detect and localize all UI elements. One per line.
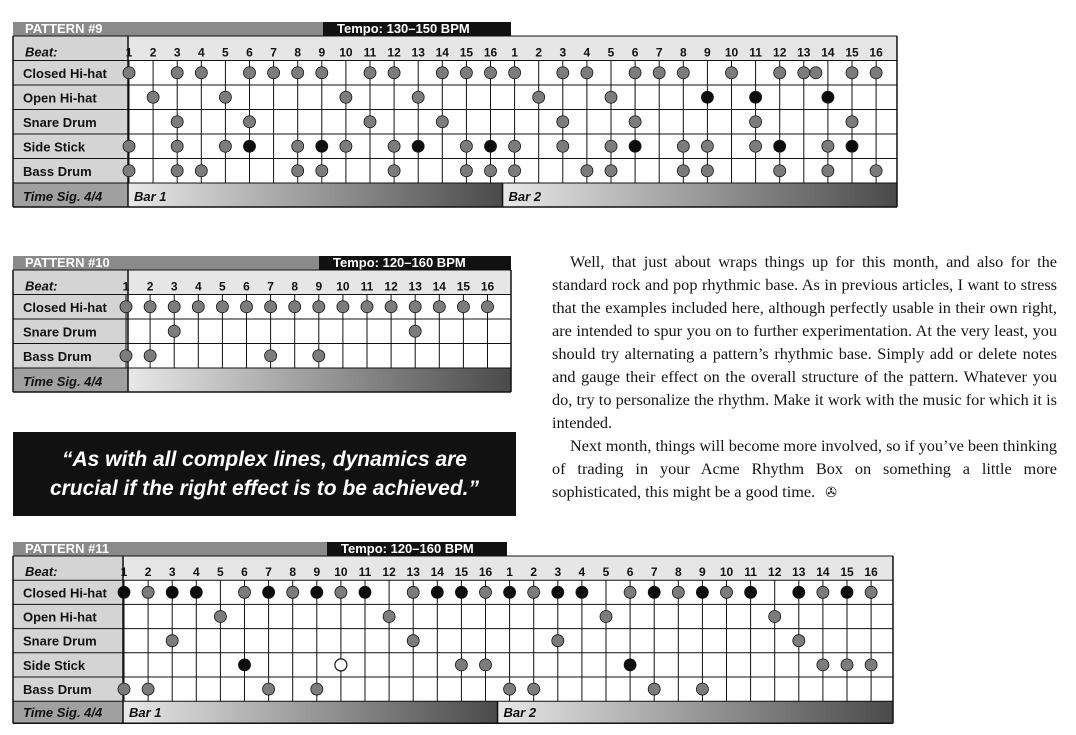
note-dot <box>216 301 228 313</box>
article-paragraph-2-text: Next month, things will become more involved, so if you’ve been thinking of trading in your Acme Rhythm Box on something a little more sophisticated, this might be a good time. <box>552 436 1057 501</box>
instrument-label: Closed Hi-hat <box>23 585 107 601</box>
note-dot <box>335 659 347 671</box>
note-dot <box>239 659 251 671</box>
beat-number: 13 <box>406 565 420 580</box>
note-dot <box>629 67 641 79</box>
note-dot <box>120 350 132 362</box>
note-dot <box>460 140 472 152</box>
note-dot <box>263 683 275 695</box>
note-dot <box>557 116 569 128</box>
note-dot <box>485 165 497 177</box>
note-dot <box>769 611 781 623</box>
beat-number: 3 <box>554 565 562 580</box>
instrument-label: Closed Hi-hat <box>23 65 107 81</box>
note-dot <box>793 586 805 598</box>
beat-number: 1 <box>122 279 130 294</box>
beat-number: 15 <box>456 279 471 294</box>
note-dot <box>605 91 617 103</box>
beat-number: 4 <box>192 565 200 580</box>
note-dot <box>822 91 834 103</box>
bar-2-label: Bar 2 <box>508 189 542 204</box>
note-dot <box>653 67 665 79</box>
note-dot <box>316 165 328 177</box>
pull-quote <box>13 432 516 516</box>
note-dot <box>460 165 472 177</box>
note-dot <box>624 659 636 671</box>
beat-number: 16 <box>478 565 493 580</box>
beat-number: 8 <box>289 565 297 580</box>
instrument-label: Side Stick <box>23 657 86 673</box>
note-dot <box>361 301 373 313</box>
note-dot <box>436 67 448 79</box>
instrument-label: Side Stick <box>23 139 86 155</box>
note-dot <box>774 140 786 152</box>
note-dot <box>335 586 347 598</box>
time-signature-label: Time Sig. 4/4 <box>23 374 103 389</box>
pattern-title: PATTERN #9 <box>25 21 103 36</box>
beat-number: 12 <box>768 565 782 580</box>
beat-number: 14 <box>432 279 446 294</box>
beat-number: 10 <box>724 45 739 60</box>
note-dot <box>311 683 323 695</box>
note-dot <box>244 116 256 128</box>
note-dot <box>629 116 641 128</box>
end-of-article-icon: ✇ <box>825 485 837 501</box>
beat-number: 3 <box>173 45 181 60</box>
note-dot <box>750 140 762 152</box>
note-dot <box>846 67 858 79</box>
note-dot <box>340 140 352 152</box>
note-dot <box>292 165 304 177</box>
note-dot <box>168 301 180 313</box>
note-dot <box>721 586 733 598</box>
note-dot <box>485 67 497 79</box>
beat-number: 4 <box>578 565 586 580</box>
beat-number: 2 <box>535 45 543 60</box>
beat-number: 6 <box>241 565 248 580</box>
note-dot <box>171 165 183 177</box>
beat-label: Beat: <box>25 44 58 60</box>
note-dot <box>810 67 822 79</box>
instrument-label: Open Hi-hat <box>23 609 97 625</box>
pattern-9-grid <box>13 22 898 208</box>
beat-number: 13 <box>797 45 811 60</box>
note-dot <box>846 140 858 152</box>
note-dot <box>292 67 304 79</box>
beat-number: 10 <box>719 565 734 580</box>
note-dot <box>576 586 588 598</box>
note-dot <box>388 165 400 177</box>
note-dot <box>244 140 256 152</box>
note-dot <box>846 116 858 128</box>
note-dot <box>509 140 521 152</box>
beat-number: 1 <box>511 45 518 60</box>
beat-number: 11 <box>363 45 377 60</box>
note-dot <box>244 67 256 79</box>
note-dot <box>316 140 328 152</box>
note-dot <box>433 301 445 313</box>
beat-number: 10 <box>339 45 353 60</box>
pattern-tempo: Tempo: 120–160 BPM <box>333 255 466 270</box>
note-dot <box>385 301 397 313</box>
beat-number: 7 <box>267 279 274 294</box>
time-signature-label: Time Sig. 4/4 <box>23 189 103 204</box>
beat-number: 7 <box>265 565 272 580</box>
pattern-10-grid <box>13 256 513 394</box>
note-dot <box>409 325 421 337</box>
beat-number: 11 <box>360 279 374 294</box>
note-dot <box>480 586 492 598</box>
beat-number: 6 <box>626 565 634 580</box>
beat-number: 4 <box>194 279 202 294</box>
note-dot <box>701 165 713 177</box>
note-dot <box>144 301 156 313</box>
note-dot <box>192 301 204 313</box>
note-dot <box>605 140 617 152</box>
instrument-label: Open Hi-hat <box>23 90 97 106</box>
note-dot <box>482 301 494 313</box>
beat-number: 14 <box>816 565 830 580</box>
beat-number: 15 <box>454 565 469 580</box>
note-dot <box>412 140 424 152</box>
instrument-label: Snare Drum <box>23 633 97 649</box>
note-dot <box>870 67 882 79</box>
pattern-11-grid <box>13 542 895 720</box>
note-dot <box>219 140 231 152</box>
beat-number: 10 <box>336 279 350 294</box>
note-dot <box>817 586 829 598</box>
pattern-title: PATTERN #10 <box>25 255 110 270</box>
note-dot <box>750 116 762 128</box>
beat-number: 16 <box>483 45 498 60</box>
pattern-title: PATTERN #11 <box>25 541 110 556</box>
note-dot <box>268 67 280 79</box>
note-dot <box>171 140 183 152</box>
note-dot <box>672 586 684 598</box>
note-dot <box>648 586 660 598</box>
beat-number: 12 <box>387 45 401 60</box>
article-body <box>552 250 1057 505</box>
beat-number: 11 <box>744 565 757 580</box>
instrument-label: Bass Drum <box>23 163 92 179</box>
beat-number: 12 <box>773 45 787 60</box>
bar-1-label: Bar 1 <box>134 189 167 204</box>
beat-number: 7 <box>650 565 658 580</box>
note-dot <box>407 635 419 647</box>
note-dot <box>388 67 400 79</box>
note-dot <box>624 586 636 598</box>
note-dot <box>557 67 569 79</box>
note-dot <box>144 350 156 362</box>
note-dot <box>214 611 226 623</box>
note-dot <box>817 659 829 671</box>
beat-number: 16 <box>864 565 878 580</box>
note-dot <box>431 586 443 598</box>
beat-number: 2 <box>530 565 538 580</box>
note-dot <box>292 140 304 152</box>
note-dot <box>509 67 521 79</box>
beat-number: 4 <box>583 45 591 60</box>
note-dot <box>677 140 689 152</box>
note-dot <box>841 659 853 671</box>
note-dot <box>696 586 708 598</box>
note-dot <box>219 91 231 103</box>
bar-1-band <box>123 701 498 723</box>
beat-number: 14 <box>435 45 449 60</box>
beat-number: 5 <box>607 45 615 60</box>
pattern-tempo: Tempo: 120–160 BPM <box>341 541 474 556</box>
note-dot <box>870 165 882 177</box>
beat-number: 10 <box>334 565 348 580</box>
note-dot <box>552 635 564 647</box>
beat-number: 12 <box>384 279 398 294</box>
note-dot <box>677 165 689 177</box>
note-dot <box>822 165 834 177</box>
note-dot <box>337 301 349 313</box>
note-dot <box>457 301 469 313</box>
time-signature-label: Time Sig. 4/4 <box>23 705 103 721</box>
note-dot <box>841 586 853 598</box>
beat-number: 9 <box>313 565 321 580</box>
note-dot <box>629 140 641 152</box>
note-dot <box>364 116 376 128</box>
beat-number: 9 <box>704 45 711 60</box>
beat-number: 9 <box>315 279 323 294</box>
beat-number: 2 <box>146 279 154 294</box>
beat-number: 15 <box>845 45 859 60</box>
bar-2-band <box>503 183 897 207</box>
note-dot <box>168 325 180 337</box>
beat-label: Beat: <box>25 564 58 580</box>
note-dot <box>123 165 135 177</box>
beat-number: 11 <box>749 45 762 60</box>
beat-number: 16 <box>869 45 883 60</box>
beat-number: 1 <box>120 565 128 580</box>
note-dot <box>265 301 277 313</box>
beat-number: 3 <box>559 45 567 60</box>
note-dot <box>696 683 708 695</box>
note-dot <box>147 91 159 103</box>
beat-number: 2 <box>144 565 152 580</box>
beat-number: 13 <box>792 565 806 580</box>
note-dot <box>171 116 183 128</box>
note-dot <box>313 350 325 362</box>
beat-number: 7 <box>270 45 277 60</box>
beat-number: 3 <box>168 565 176 580</box>
bar-1-label: Bar 1 <box>129 705 162 721</box>
instrument-label: Snare Drum <box>23 114 97 130</box>
note-dot <box>118 683 130 695</box>
bar-2-band <box>498 701 893 723</box>
note-dot <box>166 635 178 647</box>
note-dot <box>263 586 275 598</box>
beat-number: 6 <box>243 279 250 294</box>
note-dot <box>340 91 352 103</box>
note-dot <box>455 586 467 598</box>
beat-number: 8 <box>294 45 302 60</box>
instrument-label: Snare Drum <box>23 324 97 340</box>
beat-number: 9 <box>318 45 326 60</box>
note-dot <box>412 91 424 103</box>
note-dot <box>726 67 738 79</box>
note-dot <box>287 586 299 598</box>
note-dot <box>436 116 448 128</box>
note-dot <box>480 659 492 671</box>
beat-number: 11 <box>358 565 372 580</box>
note-dot <box>289 301 301 313</box>
footer-band <box>128 368 511 392</box>
instrument-label: Bass Drum <box>23 348 92 364</box>
beat-number: 7 <box>655 45 663 60</box>
pattern-tempo: Tempo: 130–150 BPM <box>337 21 470 36</box>
note-dot <box>533 91 545 103</box>
bar-2-label: Bar 2 <box>503 705 537 721</box>
beat-number: 3 <box>170 279 178 294</box>
instrument-label: Closed Hi-hat <box>23 299 107 315</box>
note-dot <box>677 67 689 79</box>
note-dot <box>774 67 786 79</box>
beat-number: 8 <box>291 279 299 294</box>
beat-number: 4 <box>197 45 205 60</box>
note-dot <box>383 611 395 623</box>
note-dot <box>605 165 617 177</box>
article-paragraph-1: Well, that just about wraps things up for this month, and also for the standard rock and pop rhythmic base. As in previous articles, I want to stress that the examples included here, although perfectly usable in their own right, are intended to spur you on to further experimentation. At the very least, you should try alternating a pattern’s rhythmic base. Simply add or delete notes and gauge their effect on the overall structure of the pattern. Whatever you do, try to personalize the rhythm. Make it work with the music for which it is intended. <box>552 252 1057 432</box>
note-dot <box>241 301 253 313</box>
beat-number: 5 <box>217 565 224 580</box>
note-dot <box>701 140 713 152</box>
note-dot <box>822 140 834 152</box>
pull-quote-text: “As with all complex lines, dynamics are crucial if the right effect is to be achieved.” <box>49 448 480 500</box>
beat-number: 5 <box>219 279 226 294</box>
bar-1-band <box>128 183 503 207</box>
note-dot <box>359 586 371 598</box>
beat-number: 12 <box>382 565 396 580</box>
beat-number: 13 <box>408 279 422 294</box>
note-dot <box>865 586 877 598</box>
beat-number: 8 <box>679 45 687 60</box>
note-dot <box>118 586 130 598</box>
note-dot <box>528 586 540 598</box>
beat-number: 13 <box>411 45 425 60</box>
note-dot <box>509 165 521 177</box>
beat-number: 8 <box>674 565 682 580</box>
note-dot <box>120 301 132 313</box>
beat-number: 5 <box>602 565 610 580</box>
note-dot <box>364 67 376 79</box>
beat-number: 2 <box>149 45 157 60</box>
note-dot <box>504 683 516 695</box>
note-dot <box>239 586 251 598</box>
beat-number: 6 <box>631 45 639 60</box>
note-dot <box>798 67 810 79</box>
note-dot <box>528 683 540 695</box>
beat-label: Beat: <box>25 278 58 294</box>
beat-number: 6 <box>246 45 253 60</box>
note-dot <box>774 165 786 177</box>
beat-number: 16 <box>480 279 495 294</box>
note-dot <box>171 67 183 79</box>
article-paragraph-2 <box>552 434 1057 505</box>
beat-number: 1 <box>506 565 513 580</box>
note-dot <box>750 91 762 103</box>
note-dot <box>123 67 135 79</box>
beat-number: 5 <box>222 45 229 60</box>
note-dot <box>455 659 467 671</box>
pattern-9-svg <box>13 22 898 208</box>
note-dot <box>311 586 323 598</box>
instrument-label: Bass Drum <box>23 682 92 698</box>
beat-number: 15 <box>840 565 854 580</box>
note-dot <box>190 586 202 598</box>
note-dot <box>793 635 805 647</box>
note-dot <box>701 91 713 103</box>
pattern-10-svg <box>13 256 513 394</box>
note-dot <box>745 586 757 598</box>
pattern-11-svg <box>13 542 895 720</box>
note-dot <box>388 140 400 152</box>
note-dot <box>407 586 419 598</box>
note-dot <box>552 586 564 598</box>
note-dot <box>581 165 593 177</box>
note-dot <box>648 683 660 695</box>
note-dot <box>123 140 135 152</box>
note-dot <box>504 586 516 598</box>
beat-number: 1 <box>125 45 133 60</box>
beat-number: 14 <box>430 565 444 580</box>
note-dot <box>485 140 497 152</box>
note-dot <box>316 67 328 79</box>
beat-number: 14 <box>821 45 835 60</box>
beat-number: 15 <box>459 45 474 60</box>
note-dot <box>460 67 472 79</box>
note-dot <box>865 659 877 671</box>
beat-number: 9 <box>699 565 706 580</box>
note-dot <box>409 301 421 313</box>
note-dot <box>195 67 207 79</box>
note-dot <box>600 611 612 623</box>
note-dot <box>265 350 277 362</box>
note-dot <box>557 140 569 152</box>
note-dot <box>581 67 593 79</box>
note-dot <box>195 165 207 177</box>
note-dot <box>313 301 325 313</box>
note-dot <box>142 586 154 598</box>
note-dot <box>166 586 178 598</box>
note-dot <box>142 683 154 695</box>
